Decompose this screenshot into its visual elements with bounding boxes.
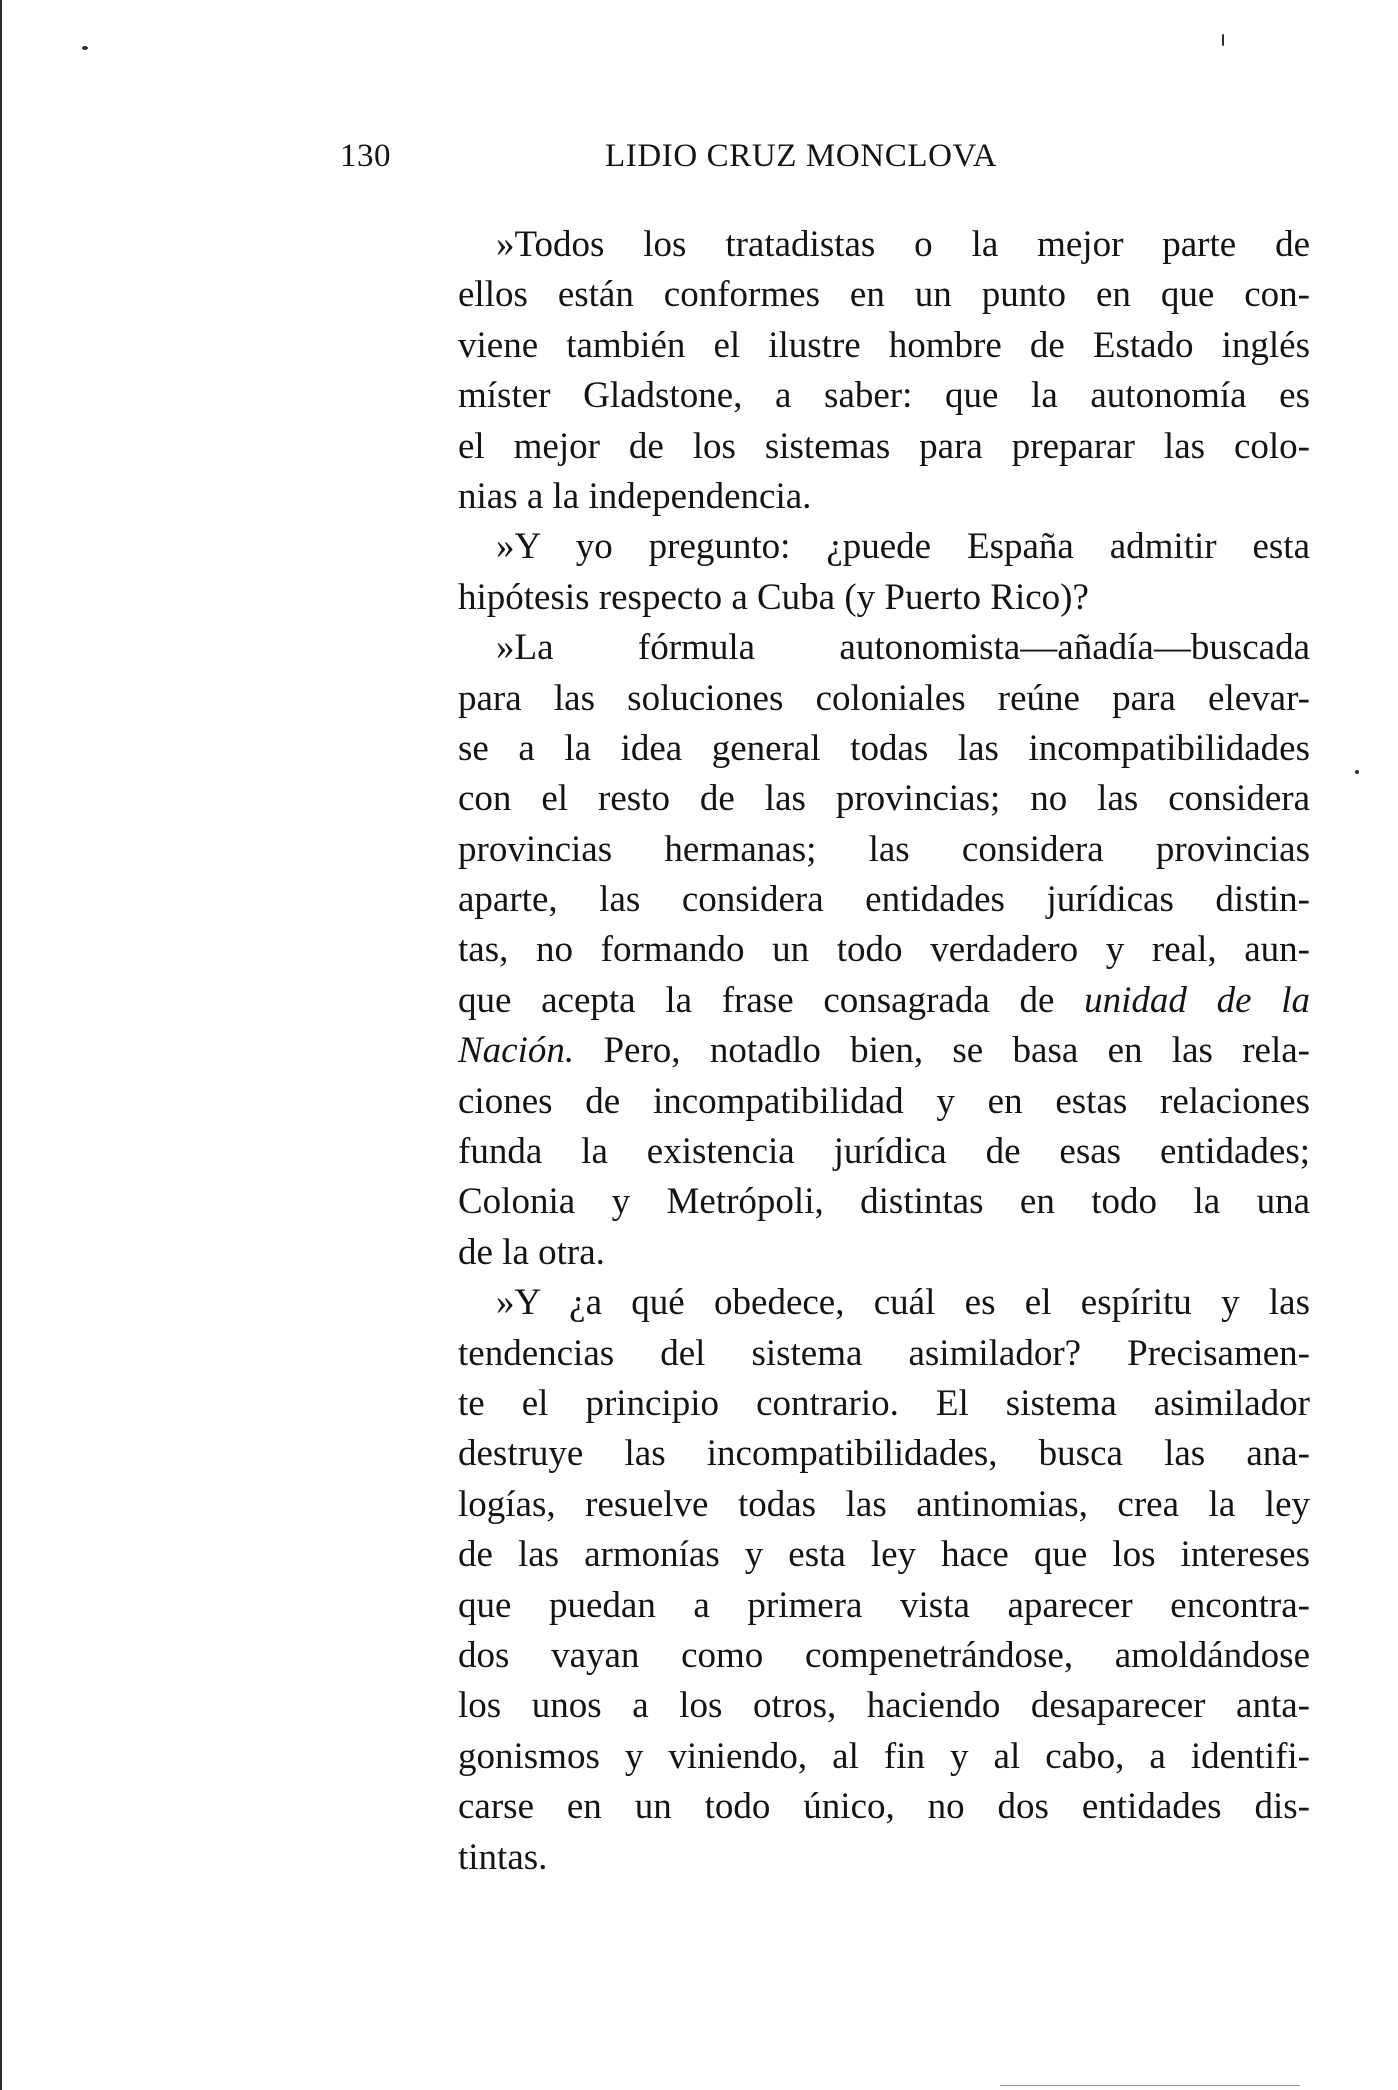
text-line (458, 1026, 1310, 1076)
text-line: míster Gladstone, a saber: que la autonomía es (458, 375, 1310, 417)
text-line: logías, resuelve todas las antinomias, crea la ley (458, 1483, 1310, 1525)
page-edge (0, 0, 2, 2090)
print-speck (82, 46, 88, 50)
text-line: provincias hermanas; las considera provincias (458, 828, 1310, 870)
page-header (340, 132, 1040, 180)
text-line: gonismos y viniendo, al fin y al cabo, a identifi- (458, 1735, 1310, 1777)
page-number: 130 (340, 138, 391, 174)
text-line (458, 976, 1310, 1026)
text-line: de la otra. (458, 1231, 605, 1273)
text-line: »Y yo pregunto: ¿puede España admitir esta (496, 526, 1310, 568)
text-line: »Y ¿a qué obedece, cuál es el espíritu y las (496, 1282, 1310, 1324)
text-line: nias a la independencia. (458, 475, 812, 517)
text-line: carse en un todo único, no dos entidades dis- (458, 1786, 1310, 1828)
text-line: ellos están conformes en un punto en que con- (458, 274, 1310, 316)
text-line: el mejor de los sistemas para preparar las colo- (458, 425, 1310, 467)
text-line: hipótesis respecto a Cuba (y Puerto Rico)? (458, 576, 1089, 618)
paragraph (458, 220, 1310, 522)
text-line: »La fórmula autonomista—añadía—buscada (496, 627, 1310, 669)
text-line: Colonia y Metrópoli, distintas en todo la una (458, 1181, 1310, 1223)
text-line: ciones de incompatibilidad y en estas relaciones (458, 1080, 1310, 1122)
text-line: destruye las incompatibilidades, busca las ana- (458, 1433, 1310, 1475)
text-line: »Todos los tratadistas o la mejor parte de (496, 224, 1310, 265)
text-line: de las armonías y esta ley hace que los intereses (458, 1534, 1310, 1576)
text-line: con el resto de las provincias; no las considera (458, 778, 1310, 820)
text-line: funda la existencia jurídica de esas entidades; (458, 1131, 1310, 1173)
text-line: viene también el ilustre hombre de Estado inglés (458, 324, 1310, 366)
text-line-rest: Pero, notadlo bien, se basa en las rela- (574, 1030, 1310, 1072)
text-line: dos vayan como compenetrándose, amoldándose (458, 1634, 1310, 1676)
text-line: que puedan a primera vista aparecer encontra- (458, 1584, 1310, 1626)
text-line: para las soluciones coloniales reúne para elevar- (458, 677, 1310, 719)
text-line: tendencias del sistema asimilador? Precisamen- (458, 1332, 1310, 1374)
running-head: LIDIO CRUZ MONCLOVA (605, 138, 998, 174)
print-speck (1355, 770, 1359, 774)
bottom-rule (1000, 2085, 1300, 2086)
italic-phrase: unidad de la (1084, 979, 1311, 1021)
italic-word: Nación. (458, 1030, 575, 1072)
body-text (458, 220, 1310, 1883)
text-line: aparte, las considera entidades jurídicas distin- (458, 879, 1310, 921)
text-line: tas, no formando un todo verdadero y real, aun- (458, 929, 1310, 971)
text-line: te el principio contrario. El sistema asimilador (458, 1382, 1310, 1424)
paragraph (458, 1278, 1310, 1883)
print-speck (1222, 34, 1224, 46)
text-line: tintas. (458, 1836, 548, 1878)
text-line-start: que acepta la frase consagrada de (458, 979, 1085, 1021)
paragraph (458, 623, 1310, 1278)
paragraph (458, 522, 1310, 623)
text-line: los unos a los otros, haciendo desaparecer anta- (458, 1685, 1310, 1727)
text-line: se a la idea general todas las incompatibilidades (458, 727, 1310, 769)
